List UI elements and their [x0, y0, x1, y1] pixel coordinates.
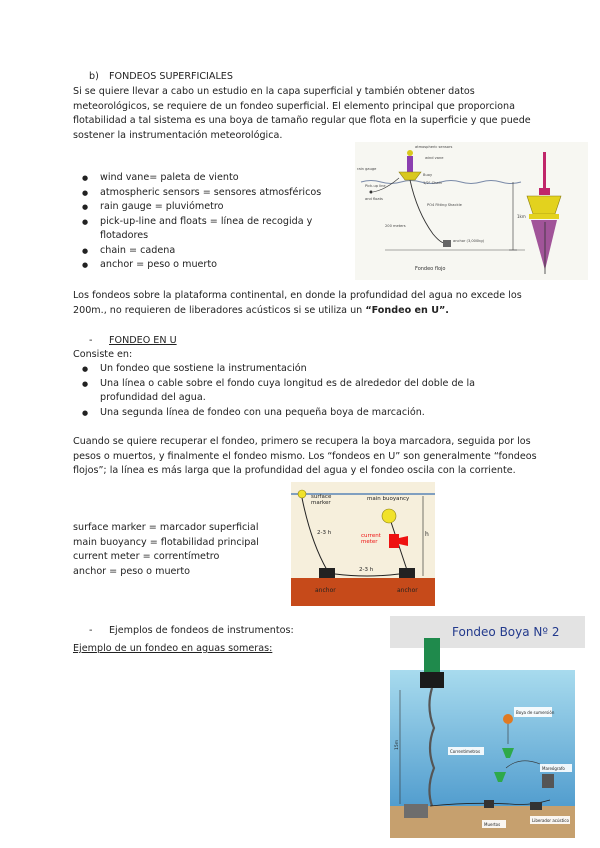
fig2-label: surface [311, 494, 332, 500]
fig2-label: 2-3 h [317, 530, 332, 536]
depth-label: 15m [395, 739, 400, 750]
buoy-base [420, 672, 444, 688]
anchor-left [319, 568, 335, 578]
list-item: ● Un fondeo que sostiene la instrumentación [76, 362, 516, 377]
consists-label: Consiste en: [73, 349, 133, 360]
fondeo-u-term: “Fondeo en U”. [365, 304, 449, 316]
anchor [404, 804, 428, 818]
list-item: ● anchor = peso o muerto [76, 258, 346, 273]
fig1-label: 1km [517, 214, 526, 219]
fig3-label: Muertos [484, 822, 501, 827]
fig3-label: Boya de sumersión [516, 710, 555, 715]
recovery-paragraph: Cuando se quiere recuperar el fondeo, primero se recupera la boya marcadora, seguida por los pesos o muertos, y finalmente el fondeo mismo. Los “fondeos en U” son generalmente “fondeos flojos”; la línea es más larga que la profundidad del agua y el fondeo oscila con la corriente. [73, 436, 537, 476]
marker-buoy [503, 714, 513, 724]
main-buoy [382, 509, 396, 523]
fig3-label: Mareógrafo [542, 766, 565, 771]
fig1-label: Pick-up line [365, 184, 386, 188]
fig3-label: Liberador acústico [532, 818, 569, 823]
list-item: surface marker = marcador superficial [73, 522, 259, 533]
fig1-caption: Fondeo flojo [415, 266, 446, 272]
fig2-label: anchor [397, 587, 418, 594]
tide-gauge [542, 774, 554, 788]
anchor-block [443, 240, 451, 247]
intro-paragraph: Si se quiere llevar a cabo un estudio en la capa superficial y también obtener datos meteorológicos, se requiere de un fondeo superficial. El elemento principal que proporciona flotabilidad a tal sistema es una boya de tamaño regular que flota en la superficie y que puede sostener la instrumentación meteorológica. [73, 86, 531, 141]
glossary-list [76, 171, 346, 273]
section-letter: b) [89, 71, 99, 82]
fig1-label: wind vane [425, 156, 444, 160]
fig2-label: meter [361, 539, 378, 545]
fig2-label: current [361, 533, 381, 539]
fig2-label: 2-3 h [359, 567, 374, 573]
list-item: ● atmospheric sensors = sensores atmosféricos [76, 186, 346, 201]
fig1-label: and floats [365, 197, 383, 201]
fig1-label: 1/2" Chain [423, 181, 442, 185]
fig2-label: h [425, 531, 429, 538]
surface-marker [298, 490, 306, 498]
fig1-label: rain gauge [357, 167, 377, 171]
list-item: ● chain = cadena [76, 244, 346, 259]
list-item: ● pick-up-line and floats = línea de recogida y flotadores [76, 215, 346, 244]
fig1-label: 200 meters [385, 224, 406, 228]
buoy2-figure [390, 616, 585, 838]
fig1-label: PO4 Fitting Shackle [427, 203, 462, 207]
fig2-label: main buoyancy [367, 496, 410, 502]
buoy-tower [424, 638, 440, 674]
fig1-label: Buoy [423, 173, 433, 177]
continental-paragraph: Los fondeos sobre la plataforma continental, en donde la profundidad del agua no excede los 200m., no requieren de liberadores acústicos si se utiliza un “Fondeo en U”. [73, 290, 522, 316]
surface-mooring-figure [355, 142, 588, 280]
examples-subheading: Ejemplo de un fondeo en aguas someras: [73, 643, 273, 654]
fig1-label: atmospheric sensors [415, 145, 453, 149]
section-heading: FONDEOS SUPERFICIALES [109, 71, 233, 82]
figure-title: Fondeo Boya Nº 2 [452, 625, 560, 639]
u-glossary [73, 521, 293, 579]
current-meter [389, 534, 399, 548]
dash: - [89, 625, 93, 636]
buoy-body [399, 172, 421, 180]
examples-heading: Ejemplos de fondeos de instrumentos: [109, 625, 294, 636]
fig2-label: marker [311, 500, 331, 506]
list-item: anchor = peso o muerto [73, 565, 190, 577]
subsection-heading: FONDEO EN U [109, 335, 177, 346]
list-item: ● Una segunda línea de fondeo con una pequeña boya de marcación. [76, 406, 516, 421]
list-item: main buoyancy = flotabilidad principal [73, 536, 259, 548]
fondeo-u-list [76, 362, 516, 420]
list-item: current meter = correntímetro [73, 551, 220, 562]
fig1-label: anchor (3,000kg) [453, 239, 485, 243]
list-item: ● wind vane= paleta de viento [76, 171, 346, 186]
fig2-label: anchor [315, 587, 336, 594]
sensor-mast [407, 156, 413, 172]
u-mooring-figure [291, 482, 435, 606]
list-item: ● rain gauge = pluviómetro [76, 200, 346, 215]
list-item: ● Una línea o cable sobre el fondo cuya longitud es de alrededor del doble de la profundidad del agua. [76, 377, 516, 406]
dash: - [89, 335, 93, 346]
fig3-label: Correntímetros [450, 749, 481, 754]
